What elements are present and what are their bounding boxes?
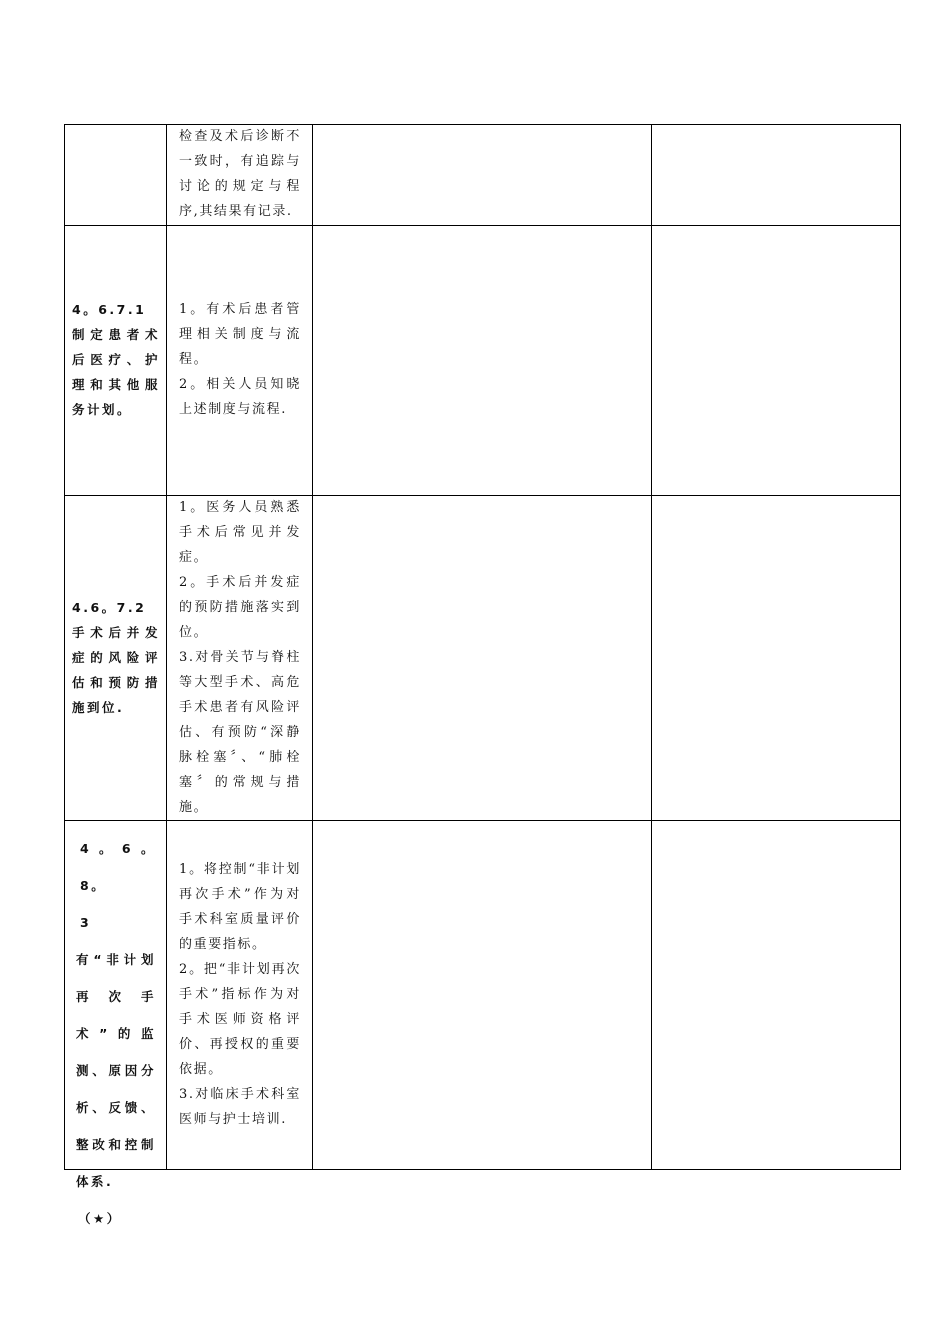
star-marker: （★）	[78, 1211, 122, 1226]
table-row-2-code	[72, 297, 160, 427]
row-divider	[64, 225, 901, 226]
row-divider	[64, 820, 901, 821]
table-row-1-content	[179, 124, 301, 225]
table-row-2-content	[179, 297, 301, 427]
content-line: 2。把“非计划再次手术”指标作为对手术医师资格评价、再授权的重要依据。	[179, 962, 301, 1077]
table-row-4-code	[74, 830, 156, 1226]
clause-title: 制定患者术后医疗、护理和其他服务计划。	[72, 327, 160, 417]
content-line: 检查及术后诊断不一致时，有追踪与讨论的规定与程序,其结果有记录.	[179, 129, 301, 219]
content-line: 3.对骨关节与脊柱等大型手术、高危手术患者有风险评估、有预防“深静脉栓塞〞、“肺栓塞〞的常规与措施。	[179, 650, 301, 815]
table-border-right	[900, 124, 901, 1170]
content-line: 1。将控制“非计划再次手术”作为对手术科室质量评价的重要指标。	[179, 862, 301, 952]
content-line: 2。手术后并发症的预防措施落实到位。	[179, 575, 301, 640]
column-divider	[166, 124, 167, 1170]
table-row-3-content	[179, 495, 301, 820]
table-border-bottom	[64, 1169, 901, 1170]
clause-number: 4。6。8。	[80, 841, 156, 893]
table-row-4-content	[179, 857, 301, 1137]
clause-title: 有“非计划再次手术”的监测、原因分析、反馈、整改和控制体系.	[76, 952, 156, 1189]
content-line: 1。有术后患者管理相关制度与流程。	[179, 302, 301, 367]
clause-number: 4。6.7.1	[72, 302, 147, 317]
clause-title: 手术后并发症的风险评估和预防措施到位.	[72, 625, 160, 715]
content-line: 3.对临床手术科室医师与护士培训.	[179, 1087, 301, 1127]
content-line: 2。相关人员知晓上述制度与流程.	[179, 377, 301, 417]
clause-number-suffix: 3	[80, 915, 92, 930]
column-divider	[312, 124, 313, 1170]
content-line: 1。医务人员熟悉手术后常见并发症。	[179, 500, 301, 565]
column-divider	[651, 124, 652, 1170]
table-border-left	[64, 124, 65, 1170]
table-row-3-code	[72, 595, 160, 725]
clause-number: 4.6。7.2	[72, 600, 147, 615]
